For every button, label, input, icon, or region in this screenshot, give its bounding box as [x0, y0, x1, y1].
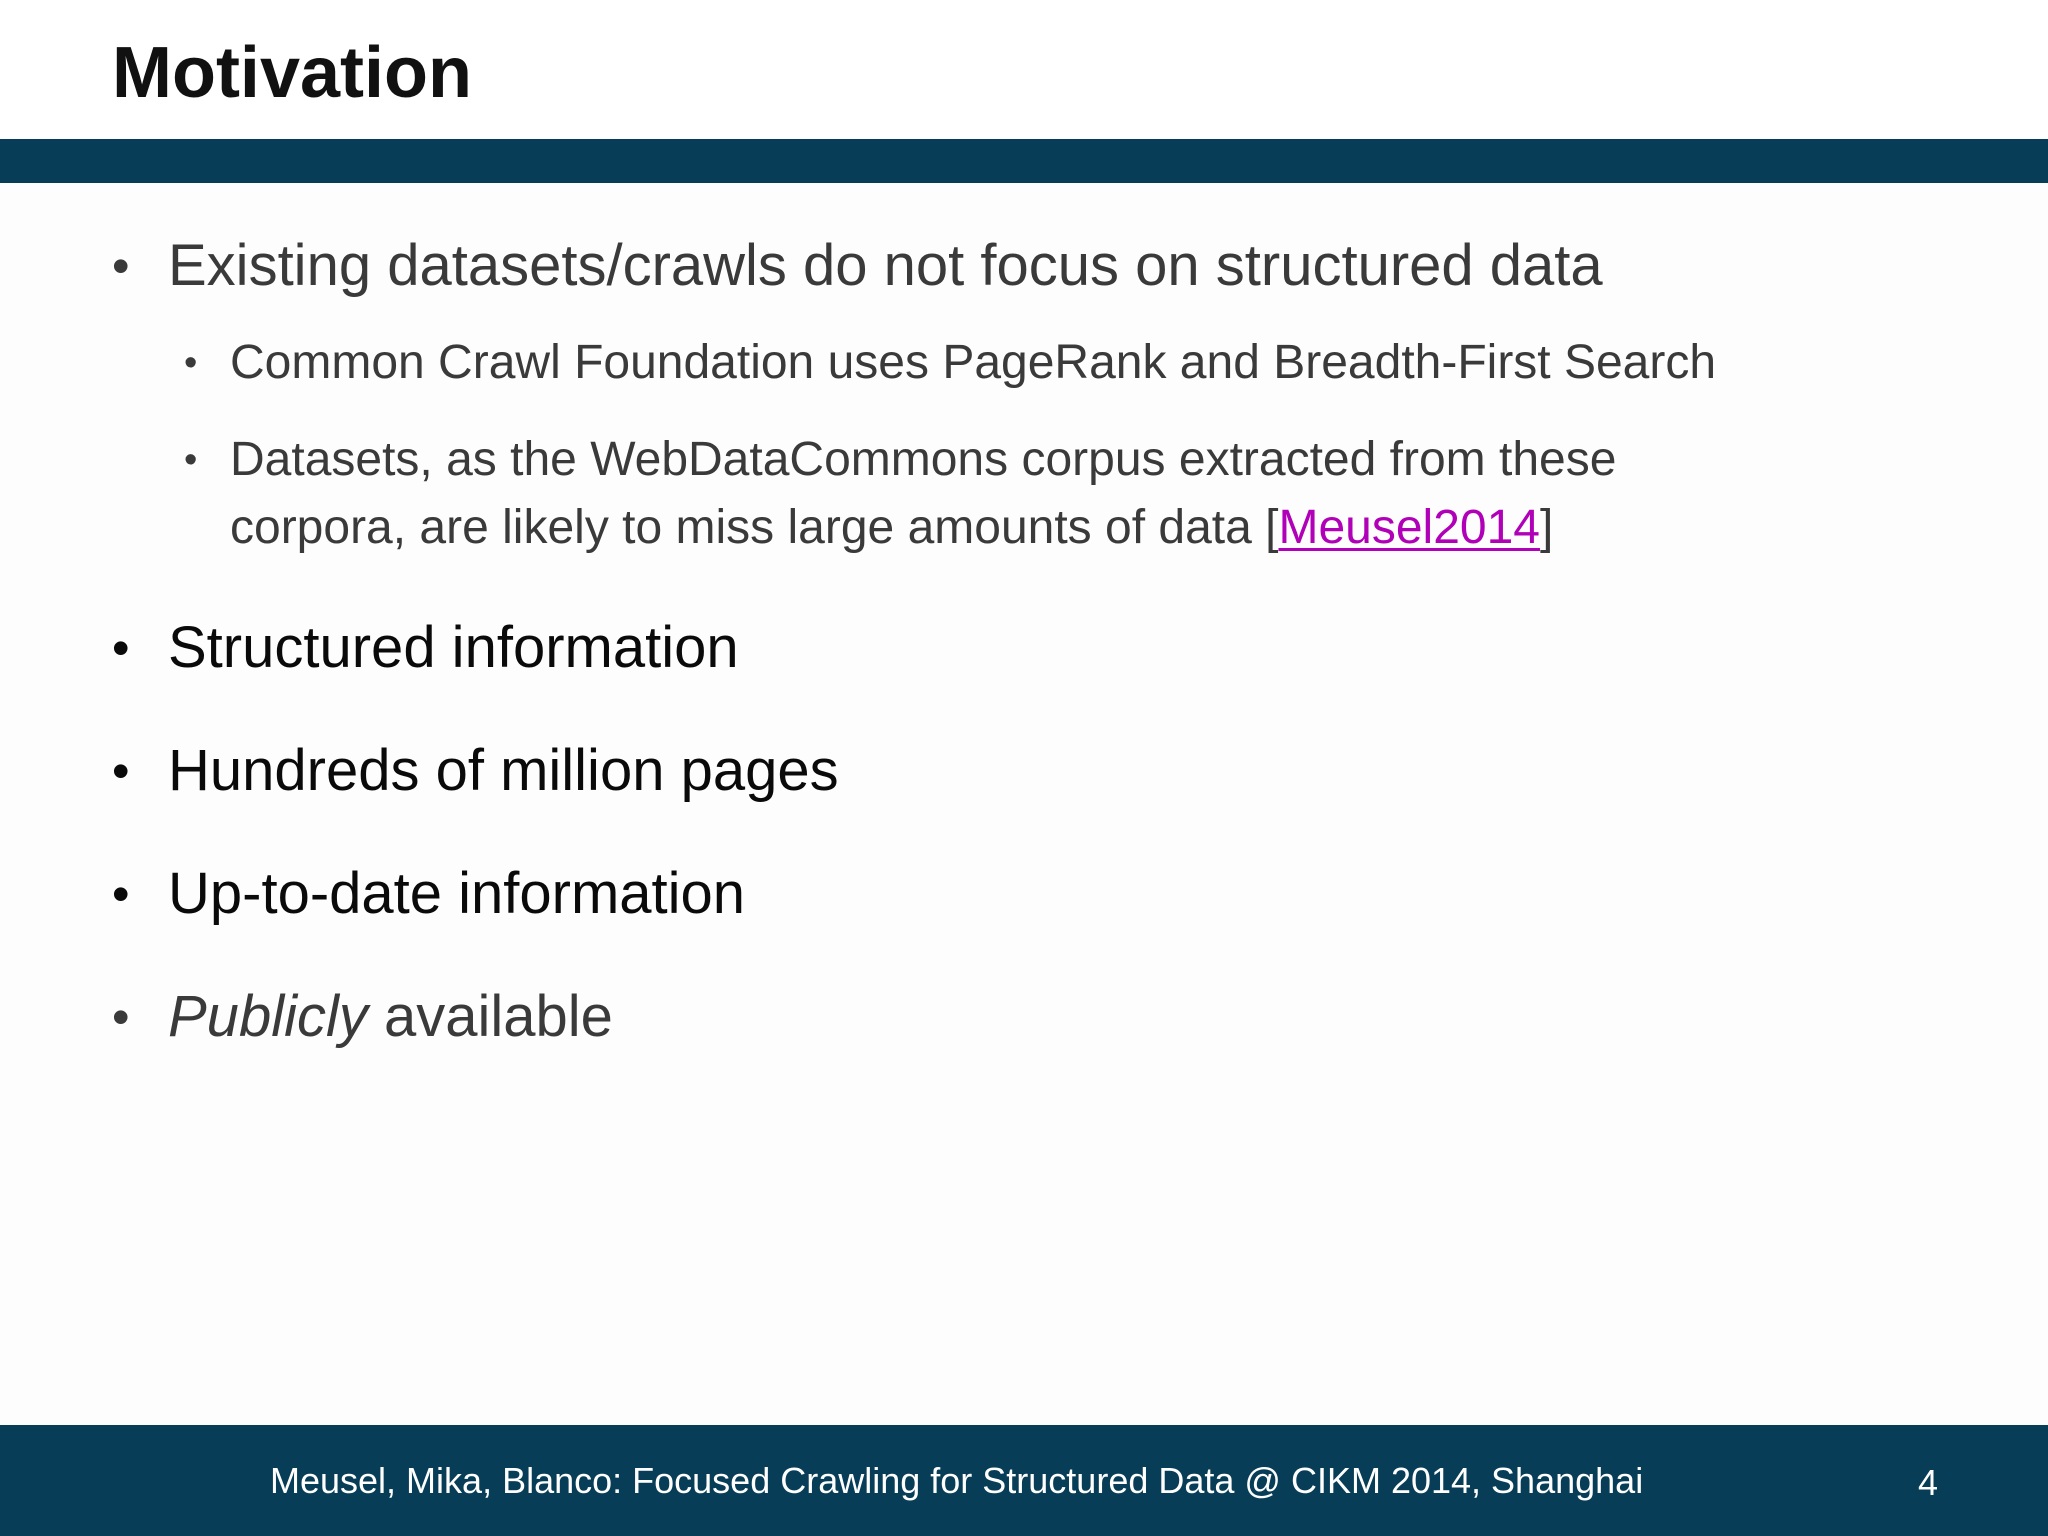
bullet-marker: •	[112, 989, 130, 1045]
bullet-marker: •	[112, 238, 130, 294]
page-number: 4	[1918, 1462, 1939, 1503]
bullet-text: Up-to-date information	[168, 861, 746, 926]
title-divider-bar	[0, 139, 2048, 183]
subbullet-text-prefix: corpora, are likely to miss large amounts of data [	[230, 501, 1279, 554]
slide-header	[0, 0, 2048, 139]
bullet-text: Existing datasets/crawls do not focus on structured data	[168, 233, 1603, 298]
bullet-marker: •	[112, 743, 130, 799]
slide-title: Motivation	[112, 33, 472, 113]
bullet-marker: •	[184, 342, 198, 384]
slide-footer	[0, 1425, 2048, 1536]
citation-link-meusel2014[interactable]: Meusel2014	[1278, 501, 1540, 554]
bullet-text: Structured information	[168, 615, 739, 680]
subbullet-text: Common Crawl Foundation uses PageRank and Breadth-First Search	[230, 336, 1717, 389]
subbullet-text-suffix: ]	[1540, 501, 1554, 554]
bullet-text: Hundreds of million pages	[168, 738, 839, 803]
bullet-text	[168, 981, 613, 1053]
bullet-marker: •	[184, 439, 198, 481]
subbullet-text-line1: Datasets, as the WebDataCommons corpus extracted from these	[230, 433, 1617, 486]
bullet-marker: •	[112, 620, 130, 676]
bullet-marker: •	[112, 866, 130, 922]
bullet-text-rest: available	[367, 984, 613, 1049]
footer-citation: Meusel, Mika, Blanco: Focused Crawling for Structured Data @ CIKM 2014, Shanghai	[270, 1460, 1644, 1501]
emphasis-text: Publicly	[168, 984, 368, 1049]
subbullet-text-line2	[230, 494, 1553, 562]
